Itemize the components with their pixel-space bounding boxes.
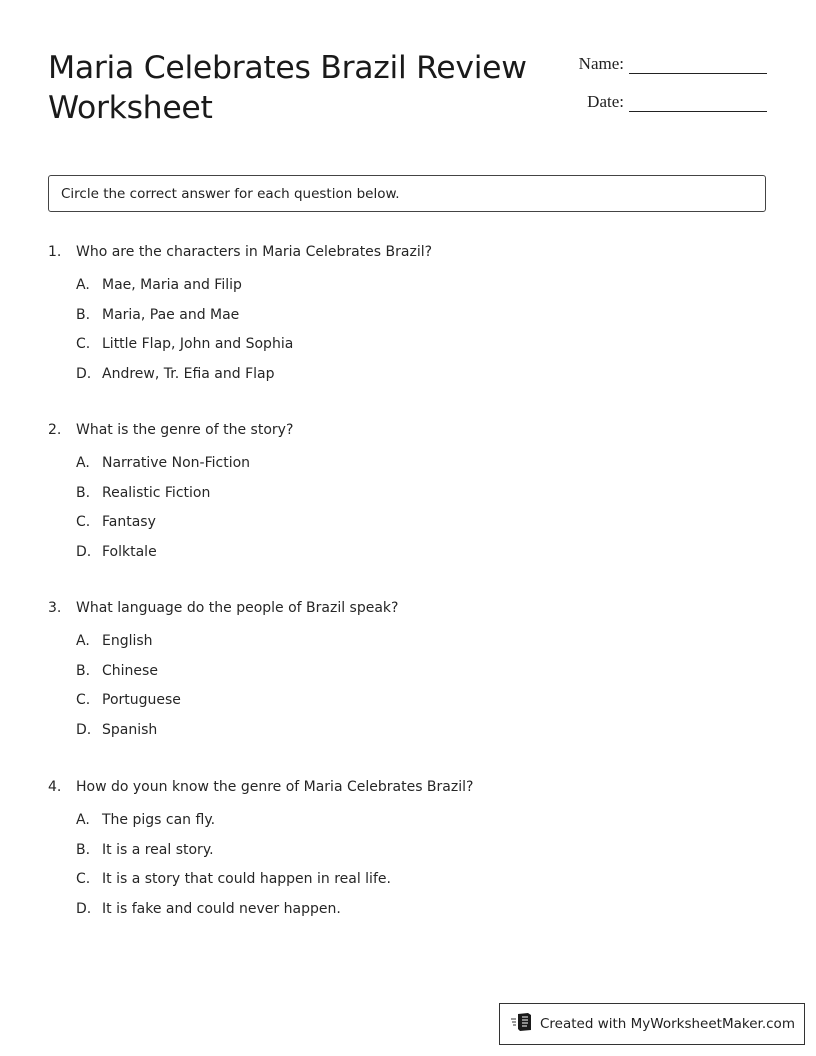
answer-letter: B. (76, 841, 91, 858)
answer-text: Fantasy (102, 514, 156, 530)
answer-letter: C. (76, 514, 91, 530)
answer-letter: C. (76, 692, 91, 708)
date-field (587, 92, 767, 112)
answer-option (76, 514, 768, 544)
footer-credit-text: Created with MyWorksheetMaker.com (540, 1016, 795, 1032)
answer-text: Little Flap, John and Sophia (102, 336, 294, 352)
answer-letter: C. (76, 871, 91, 887)
answer-option (76, 901, 768, 931)
answer-letter: D. (76, 365, 92, 382)
answer-text: It is a real story. (102, 841, 214, 858)
worksheet-title: Maria Celebrates Brazil Review Worksheet (48, 50, 527, 126)
name-field (579, 54, 767, 74)
answer-list (48, 633, 768, 751)
footer-credit-badge[interactable] (499, 1003, 805, 1045)
answer-letter: A. (76, 455, 90, 471)
question-2 (48, 422, 768, 573)
question-text (48, 600, 768, 616)
question-prompt: What is the genre of the story? (76, 422, 294, 438)
answer-text: It is a story that could happen in real life. (102, 871, 391, 887)
answer-text: Chinese (102, 662, 158, 679)
answer-letter: C. (76, 336, 91, 352)
name-blank-line (629, 57, 767, 74)
answer-text: Narrative Non-Fiction (102, 455, 251, 471)
answer-option (76, 336, 768, 366)
answer-letter: B. (76, 306, 91, 323)
question-number: 1. (48, 244, 62, 260)
answer-option (76, 544, 768, 574)
answer-list (48, 812, 768, 930)
answer-text: Maria, Pae and Mae (102, 306, 240, 323)
answer-text: The pigs can fly. (102, 812, 216, 828)
answer-option (76, 277, 768, 307)
question-prompt: How do youn know the genre of Maria Celebrates Brazil? (76, 779, 474, 795)
question-text (48, 244, 768, 260)
answer-text: It is fake and could never happen. (102, 900, 341, 917)
answer-text: Mae, Maria and Filip (102, 277, 242, 293)
answer-letter: D. (76, 900, 92, 917)
question-4 (48, 779, 768, 930)
answer-option (76, 485, 768, 515)
answer-text: Portuguese (102, 692, 181, 708)
question-text (48, 779, 768, 795)
answer-text: Folktale (102, 543, 157, 560)
question-prompt: Who are the characters in Maria Celebrates Brazil? (76, 244, 433, 260)
answer-option (76, 812, 768, 842)
date-blank-line (629, 95, 767, 112)
question-number: 3. (48, 600, 62, 616)
answer-letter: A. (76, 277, 90, 293)
question-1 (48, 244, 768, 395)
answer-option (76, 455, 768, 485)
question-prompt: What language do the people of Brazil speak? (76, 600, 399, 616)
answer-list (48, 277, 768, 395)
answer-text: Spanish (102, 721, 158, 738)
name-label: Name: (578, 54, 624, 73)
instructions-box: Circle the correct answer for each question below. (48, 175, 766, 212)
answer-letter: A. (76, 633, 90, 649)
answer-letter: A. (76, 812, 90, 828)
answer-option (76, 307, 768, 337)
answer-option (76, 366, 768, 396)
answer-option (76, 633, 768, 663)
answer-text: Realistic Fiction (102, 484, 211, 501)
question-number: 4. (48, 779, 62, 795)
question-3 (48, 600, 768, 751)
answer-letter: D. (76, 721, 92, 738)
worksheet-maker-logo-icon (510, 1012, 540, 1036)
answer-option (76, 663, 768, 693)
answer-option (76, 722, 768, 752)
answer-option (76, 842, 768, 872)
question-number: 2. (48, 422, 62, 438)
answer-option (76, 871, 768, 901)
date-label: Date: (587, 92, 624, 111)
answer-list (48, 455, 768, 573)
answer-text: Andrew, Tr. Efia and Flap (102, 365, 275, 382)
answer-option (76, 692, 768, 722)
answer-letter: B. (76, 662, 91, 679)
question-text (48, 422, 768, 438)
answer-letter: D. (76, 543, 92, 560)
answer-letter: B. (76, 484, 91, 501)
answer-text: English (102, 633, 153, 649)
